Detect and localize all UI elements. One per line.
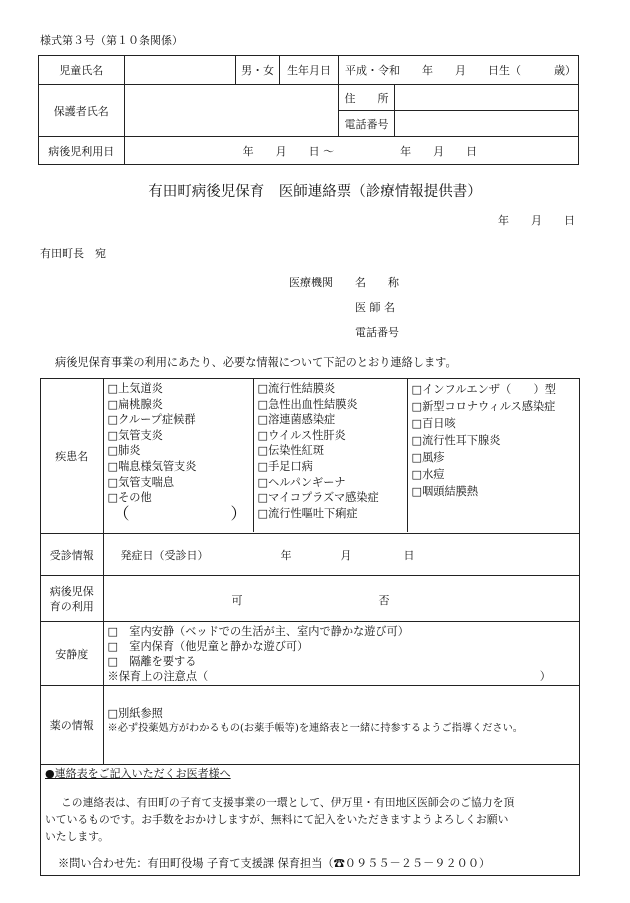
care-notes-close: ） xyxy=(539,670,551,683)
usage-no-option[interactable]: 否 xyxy=(378,594,390,607)
other-close-paren: ） xyxy=(230,503,247,523)
rest-option-indoor-rest[interactable]: □ 室内安静（ベッドでの生活が主、室内で静かな遊び可） xyxy=(107,625,409,638)
phone-label: 電話番号 xyxy=(338,111,394,137)
disease-option[interactable]: □肺炎 xyxy=(107,444,141,458)
disease-option[interactable]: □伝染性紅斑 xyxy=(257,444,325,458)
usage-label-line1: 病後児保 xyxy=(49,584,94,598)
visit-info-label: 受診情報 xyxy=(41,534,104,576)
disease-option[interactable]: □扁桃腺炎 xyxy=(107,397,163,411)
disease-option[interactable]: □手足口病 xyxy=(257,459,313,473)
address-label: 住 所 xyxy=(338,85,394,111)
form-number: 様式第３号（第１０条関係） xyxy=(40,34,183,47)
onset-year-label: 年 xyxy=(280,549,292,562)
medicine-attachment-checkbox[interactable]: □別紙参照 xyxy=(107,707,163,720)
child-name-label: 児童氏名 xyxy=(39,56,125,85)
rest-option-isolation[interactable]: □ 隔離を要する xyxy=(107,655,197,668)
page-title: 有田町病後児保育 医師連絡票（診療情報提供書） xyxy=(148,184,482,200)
medicine-label: 薬の情報 xyxy=(41,686,104,765)
care-notes-label: ※保育上の注意点（ xyxy=(107,670,209,683)
usage-date-field[interactable]: 年 月 日 〜 年 月 日 xyxy=(124,137,578,165)
notice-body-line2: いているものです。お手数をおかけしますが、無料にて記入をいただきますようよろしくお願い xyxy=(45,813,509,826)
applicant-table xyxy=(38,55,579,165)
intro-text: 病後児保育事業の利用にあたり、必要な情報について下記のとおり連絡します。 xyxy=(55,356,457,369)
onset-label: 発症日（受診日） xyxy=(120,549,209,562)
notice-heading: ●連絡表をご記入いただくお医者様へ xyxy=(45,767,231,780)
disease-option[interactable]: □インフルエンザ（ ）型 xyxy=(411,383,556,396)
guardian-label: 保護者氏名 xyxy=(39,85,125,137)
disease-column-respiratory xyxy=(104,379,254,532)
disease-column-infectious xyxy=(254,379,408,532)
notice-body-line1: この連絡表は、有田町の子育て支援事業の一環として、伊万里・有田地区医師会のご協力を頂 xyxy=(61,796,515,809)
contact-info: ※問い合わせ先：有田町役場 子育て支援課 保育担当（☎０９５５－２５－９２００） xyxy=(58,857,491,870)
disease-label: 疾患名 xyxy=(41,379,104,534)
disease-option[interactable]: □上気道炎 xyxy=(107,382,163,395)
medical-info-table xyxy=(40,378,580,765)
disease-option[interactable]: □咽頭結膜熱 xyxy=(411,485,479,498)
disease-option[interactable]: □クループ症候群 xyxy=(107,413,196,427)
medicine-note: ※必ず投薬処方がわかるもの(お薬手帳等)を連絡表と一緒に持参するようご指導ください。 xyxy=(107,723,523,734)
guardian-name-field[interactable] xyxy=(124,85,338,137)
usage-date-label: 病後児利用日 xyxy=(39,137,125,165)
other-open-paren: （ xyxy=(113,503,130,523)
other-disease-field[interactable] xyxy=(108,503,253,523)
disease-option[interactable]: □新型コロナウィルス感染症 xyxy=(411,400,556,413)
phone-field[interactable] xyxy=(394,111,578,137)
dob-label: 生年月日 xyxy=(280,56,339,85)
report-date[interactable]: 年 月 日 xyxy=(498,214,575,227)
clinic-name-label: 名 称 xyxy=(355,276,399,289)
disease-option[interactable]: □流行性耳下腺炎 xyxy=(411,434,501,447)
usage-yes-option[interactable]: 可 xyxy=(231,594,243,607)
disease-option[interactable]: □気管支喘息 xyxy=(107,475,175,489)
disease-option[interactable]: □百日咳 xyxy=(411,417,456,430)
doctor-name-label: 医 師 名 xyxy=(355,301,395,314)
notice-body-line3: いたします。 xyxy=(45,830,109,843)
institution-label: 医療機関 xyxy=(289,276,333,289)
disease-option[interactable]: □ヘルパンギーナ xyxy=(257,475,346,489)
onset-day-label: 日 xyxy=(403,549,415,562)
care-notes-field[interactable] xyxy=(108,669,579,684)
onset-date-field[interactable] xyxy=(103,534,579,576)
disease-option[interactable]: □喘息様気管支炎 xyxy=(107,459,197,473)
dob-field[interactable]: 平成・令和 年 月 日生（ 歳） xyxy=(338,56,578,85)
disease-option[interactable]: □水痘 xyxy=(411,468,445,481)
address-field[interactable] xyxy=(394,85,578,111)
rest-level-label: 安静度 xyxy=(41,622,104,686)
usage-label-line2: 育の利用 xyxy=(49,599,94,613)
disease-option[interactable]: □ウイルス性肝炎 xyxy=(257,428,346,442)
disease-option[interactable]: □急性出血性結膜炎 xyxy=(257,397,358,411)
clinic-phone-label: 電話番号 xyxy=(355,326,399,339)
disease-option[interactable]: □気管支炎 xyxy=(107,428,163,442)
doctor-notice-box xyxy=(40,764,580,876)
disease-option[interactable]: □マイコプラズマ感染症 xyxy=(257,491,379,505)
disease-option[interactable]: □流行性嘔吐下痢症 xyxy=(257,506,358,520)
rest-option-indoor-care[interactable]: □ 室内保育（他児童と静かな遊び可） xyxy=(107,640,309,653)
child-name-field[interactable] xyxy=(124,56,236,85)
onset-month-label: 月 xyxy=(340,549,352,562)
gender-field[interactable]: 男・女 xyxy=(236,56,280,85)
addressee: 有田町長 宛 xyxy=(40,247,106,260)
disease-option[interactable]: □流行性結膜炎 xyxy=(257,382,336,395)
disease-option[interactable]: □その他 xyxy=(107,491,152,505)
disease-column-viral xyxy=(408,379,579,532)
disease-option[interactable]: □溶連菌感染症 xyxy=(257,413,336,427)
disease-option[interactable]: □風疹 xyxy=(411,451,445,464)
